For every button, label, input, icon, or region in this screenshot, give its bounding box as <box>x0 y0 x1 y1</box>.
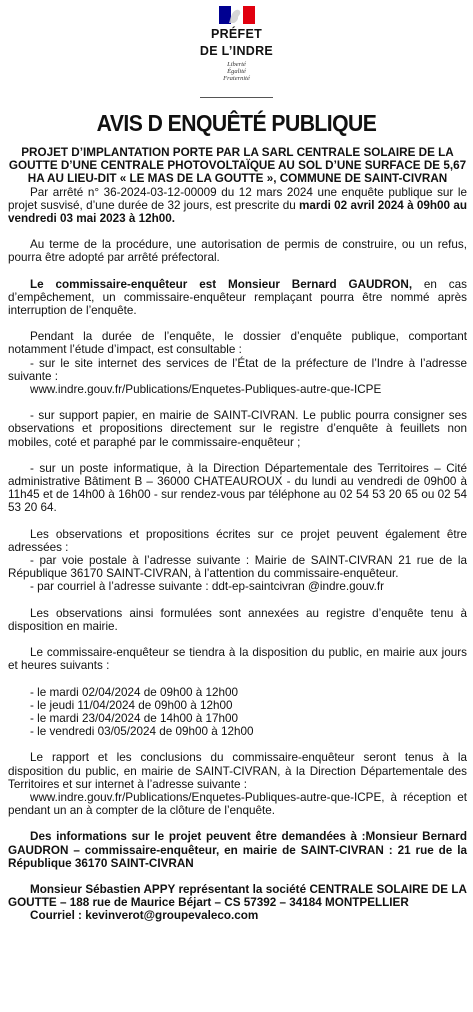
notice-title: AVIS D ENQUÊTÉ PUBLIQUE <box>96 110 377 136</box>
contact-paragraph: Monsieur Sébastien APPY représentant la société CENTRALE SOLAIRE DE LA GOUTTE – 188 rue de Maurice Béjart – CS 57392 – 34184 MONTPELLIER <box>8 882 467 910</box>
written-post: - par voie postale à l’adresse suivante : Mairie de SAINT-CIVRAN 21 rue de la République 36170 SAINT-CIVRAN, à l’attention du commissaire-enquêteur. <box>8 554 467 581</box>
dossier-web: - sur le site internet des services de l’État de la préfecture de l’Indre à l’adresse suivante : <box>8 356 467 383</box>
contact-email: Courriel : kevinverot@groupevaleco.com <box>30 909 259 923</box>
motto-fraternite: Fraternité <box>223 75 250 82</box>
org-name-line2: DE L’INDRE <box>199 44 274 58</box>
annex-paragraph: Les observations ainsi formulées sont annexées au registre d’enquête tenu à disposition en mairie. <box>8 606 467 633</box>
motto <box>0 61 473 82</box>
report-paragraph: Le rapport et les conclusions du commissaire-enquêteur seront tenus à la disposition du public, en mairie de SAINT-CIVRAN, à la Direction Départementale des Territoires et sur internet à l’adresse suivante : <box>8 751 467 791</box>
commissioner-rest: en cas d’empêchement, un commissaire-enquêteur remplaçant pourra être nommé après interruption de l’enquête. <box>8 277 467 318</box>
permanence-item: - le mardi 02/04/2024 de 09h00 à 12h00 <box>30 685 238 699</box>
report-url: www.indre.gouv.fr/Publications/Enquetes-Publiques-autre-que-ICPE, à réception et pendant un an à compter de la clôture de l’enquête. <box>8 790 467 818</box>
marianne-flag-icon <box>219 6 255 24</box>
intro-paragraph <box>8 186 467 226</box>
permanence-item: - le jeudi 11/04/2024 de 09h00 à 12h00 <box>30 698 233 712</box>
dossier-computer: - sur un poste informatique, à la Direction Départementale des Territoires – Cité administrative Bâtiment B – 36000 CHATEAUROUX - du lundi au vendredi de 09h00 à 11h45 et de 14h00 à 16h00 - sur rendez-vous par téléphone au 02 54 53 20 65 ou 02 54 53 20 64. <box>8 461 467 515</box>
dossier-paper: - sur support papier, en mairie de SAINT-CIVRAN. Le public pourra consigner ses observations et propositions directement sur le registre d’enquête à feuillets non mobiles, coté et paraphé par le commissaire-enquêteur ; <box>8 409 467 449</box>
inquiry-dates: mardi 02 avril 2024 à 09h00 au vendredi 03 mai 2023 à 12h00. <box>8 198 467 226</box>
motto-egalite: Égalité <box>227 68 246 75</box>
commissioner-paragraph <box>8 278 467 318</box>
project-subtitle: PROJET D’IMPLANTATION PORTE PAR LA SARL CENTRALE SOLAIRE DE LA GOUTTE D’UNE CENTRALE PHOTOVOLTAÏQUE AU SOL D’UNE SURFACE DE 5,67 HA AU LIEU-DIT « LE MAS DE LA GOUTTE », COMMUNE DE SAINT-CIVRAN <box>8 146 467 186</box>
permanences-intro: Le commissaire-enquêteur se tiendra à la disposition du public, en mairie aux jours et heures suivants : <box>8 646 467 673</box>
intro-text: Par arrêté n° 36-2024-03-12-00009 du 12 mars 2024 une enquête publique sur le projet susvisé, d’une durée de 32 jours, est prescrite du <box>8 185 467 212</box>
permanence-item: - le mardi 23/04/2024 de 14h00 à 17h00 <box>30 711 238 725</box>
dossier-intro: Pendant la durée de l’enquête, le dossier d’enquête publique, comportant notamment l’étude d’impact, est consultable : <box>8 330 467 357</box>
permanence-item: - le vendredi 03/05/2024 de 09h00 à 12h00 <box>30 725 254 739</box>
header-divider <box>200 97 273 98</box>
motto-liberte: Liberté <box>227 61 246 68</box>
dossier-url: www.indre.gouv.fr/Publications/Enquetes-Publiques-autre-que-ICPE <box>30 383 382 397</box>
commissioner-name: Le commissaire-enquêteur est Monsieur Bernard GAUDRON, <box>30 277 413 291</box>
info-paragraph: Des informations sur le projet peuvent être demandées à :Monsieur Bernard GAUDRON – commissaire-enquêteur, en mairie de SAINT-CIVRAN : 21 rue de la République 36170 SAINT-CIVRAN <box>8 830 467 870</box>
written-intro: Les observations et propositions écrites sur ce projet peuvent également être adressées : <box>8 527 467 554</box>
prefecture-logo <box>0 6 473 82</box>
procedure-paragraph: Au terme de la procédure, une autorisation de permis de construire, ou un refus, pourra être adopté par arrêté préfectoral. <box>8 238 467 265</box>
notice-body <box>8 146 467 923</box>
org-name-line1: PRÉFET <box>210 27 263 41</box>
written-email: - par courriel à l’adresse suivante : ddt-ep-saintcivran @indre.gouv.fr <box>30 580 384 594</box>
